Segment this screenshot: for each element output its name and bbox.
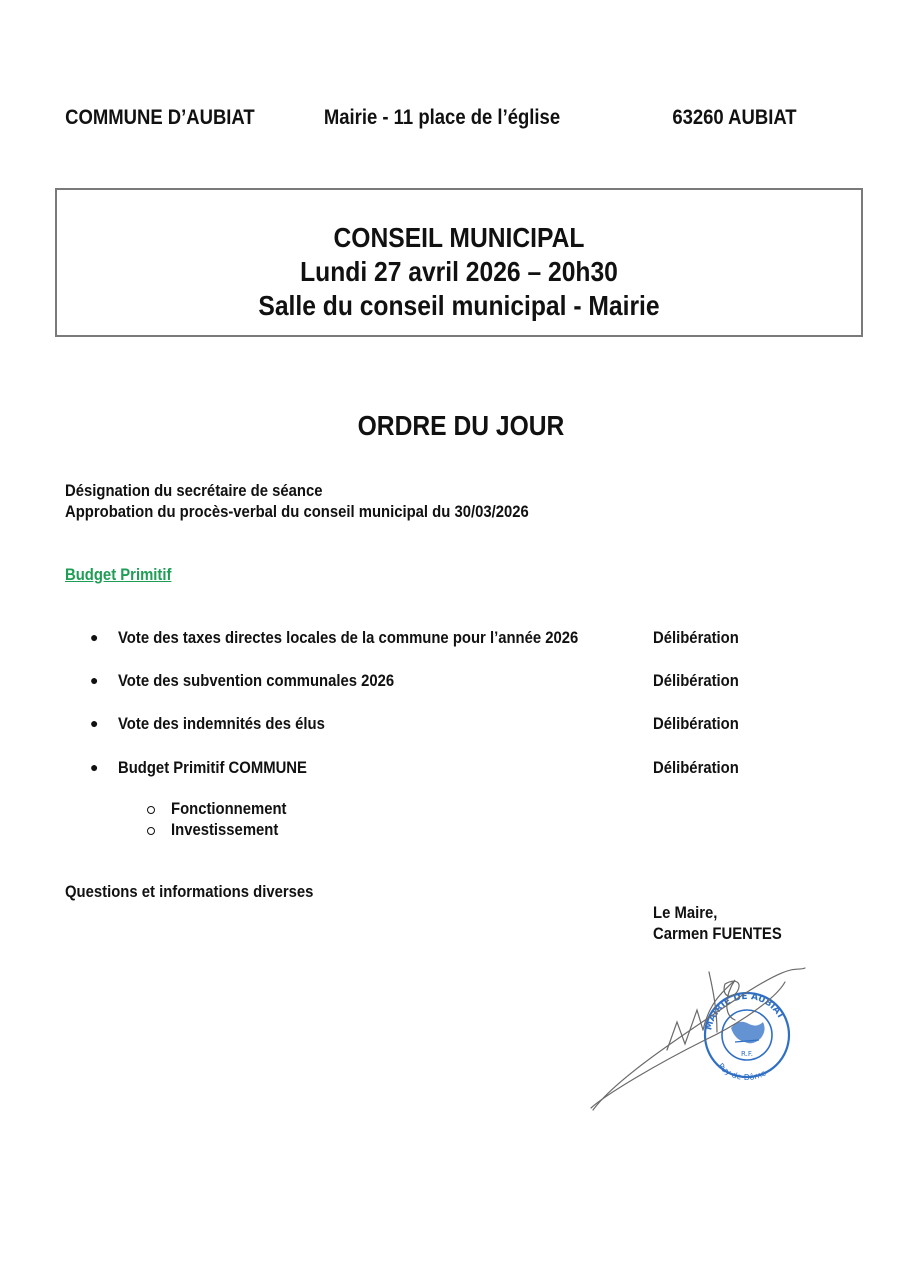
svg-text:MAIRIE DE AUBIAT: MAIRIE DE AUBIAT xyxy=(704,991,786,1032)
closing-line: Questions et informations diverses xyxy=(65,883,314,901)
intro-line-approval: Approbation du procès-verbal du conseil municipal du 30/03/2026 xyxy=(65,503,529,521)
sub-item-label: Fonctionnement xyxy=(171,800,287,818)
mairie-address: Mairie - 11 place de l’église xyxy=(323,106,561,129)
bullet-icon: ● xyxy=(90,715,99,731)
meeting-title-box xyxy=(55,188,863,337)
signatory-name: Carmen FUENTES xyxy=(653,925,782,943)
meeting-date: Lundi 27 avril 2026 – 20h30 xyxy=(300,256,618,287)
bullet-icon: ● xyxy=(90,629,99,645)
agenda-item-label: Vote des subvention communales 2026 xyxy=(118,672,395,690)
meeting-location: Salle du conseil municipal - Mairie xyxy=(258,290,660,321)
bullet-icon: ● xyxy=(90,759,99,775)
intro-line-secretary: Désignation du secrétaire de séance xyxy=(65,482,323,500)
svg-text:R.F.: R.F. xyxy=(741,1050,753,1058)
agenda-item-label: Vote des indemnités des élus xyxy=(118,715,325,733)
budget-section-heading: Budget Primitif xyxy=(65,566,172,584)
sub-item-label: Investissement xyxy=(171,821,279,839)
agenda-item-status: Délibération xyxy=(653,629,739,647)
bullet-icon: ● xyxy=(90,672,99,688)
agenda-item-status: Délibération xyxy=(653,672,739,690)
agenda-item-status: Délibération xyxy=(653,759,739,777)
circle-bullet-icon xyxy=(147,827,155,835)
agenda-item-status: Délibération xyxy=(653,715,739,733)
signatory-title: Le Maire, xyxy=(653,904,718,922)
postal-city: 63260 AUBIAT xyxy=(672,106,797,129)
circle-bullet-icon xyxy=(147,806,155,814)
agenda-item-label: Budget Primitif COMMUNE xyxy=(118,759,307,777)
agenda-title: ORDRE DU JOUR xyxy=(357,410,565,441)
mairie-stamp-icon xyxy=(704,992,789,1082)
svg-text:Puy-de-Dôme: Puy-de-Dôme xyxy=(716,1061,768,1083)
signature-icon xyxy=(585,960,815,1120)
letterhead xyxy=(0,106,797,136)
signature-and-stamp xyxy=(585,960,815,1120)
commune-name: COMMUNE D’AUBIAT xyxy=(65,106,255,129)
agenda-item-label: Vote des taxes directes locales de la commune pour l’année 2026 xyxy=(118,629,579,647)
meeting-title: CONSEIL MUNICIPAL xyxy=(333,222,585,253)
